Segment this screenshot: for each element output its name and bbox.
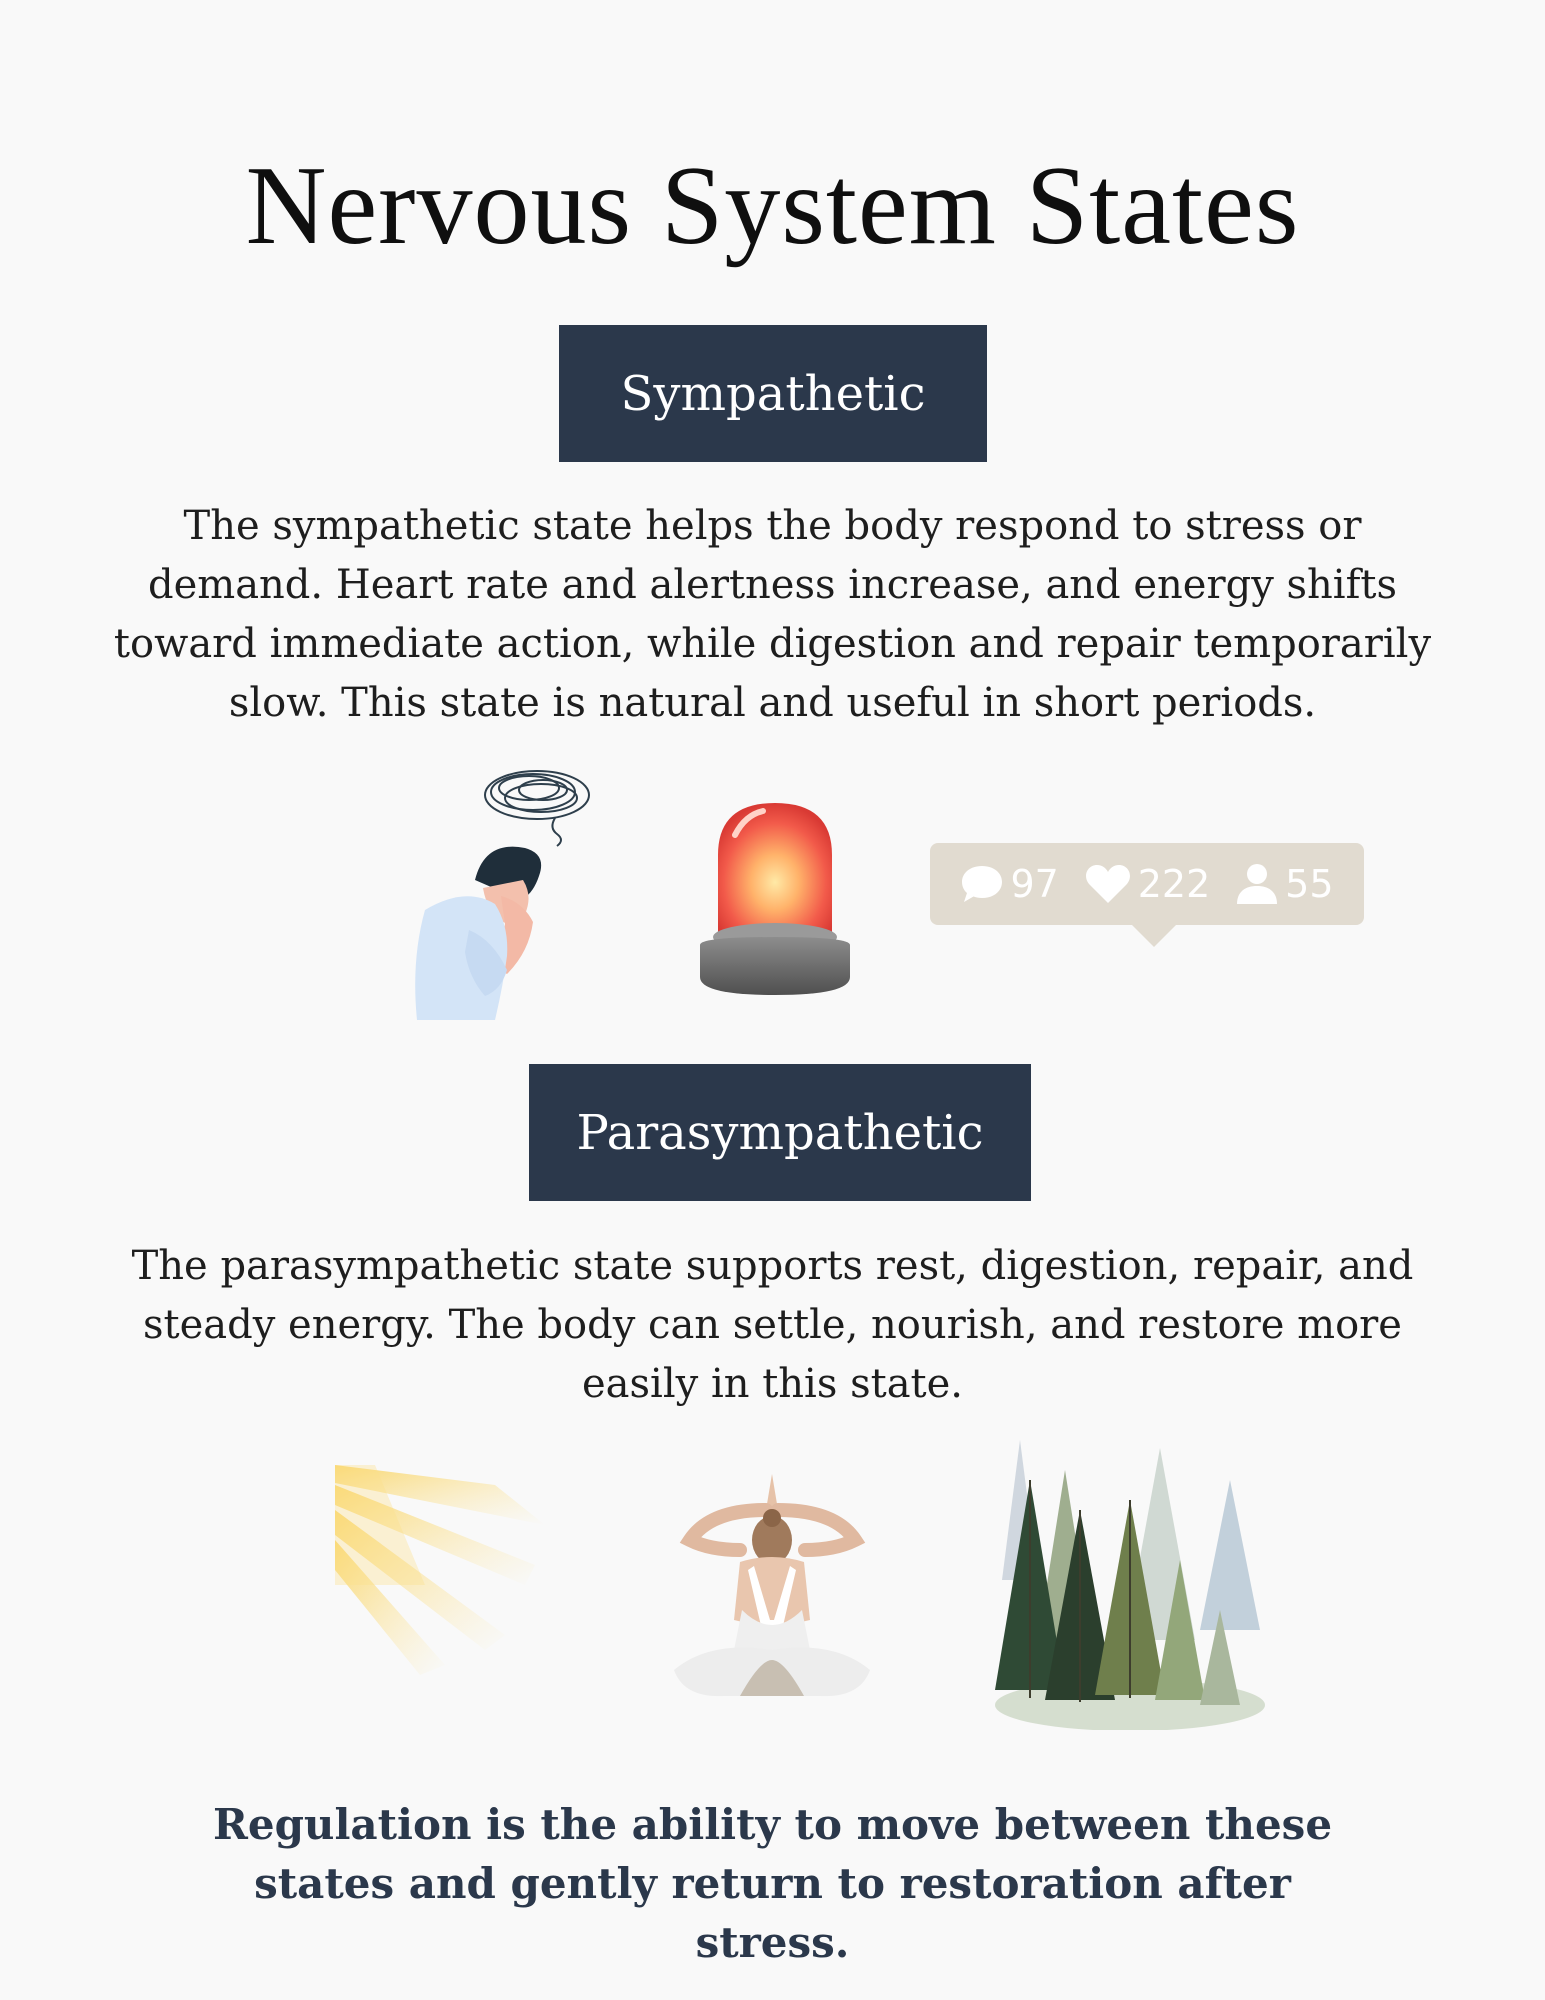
notification-badge-icon: [930, 843, 1364, 925]
comments-count: 97: [960, 862, 1058, 906]
forest-icon: [990, 1440, 1270, 1730]
sympathetic-description: The sympathetic state helps the body respond to stress or demand. Heart rate and alertness increase, and energy shifts toward immediate action, while digestion and repair temporarily slow. This state is natural and useful in short periods.: [113, 503, 1432, 726]
meditation-icon: [670, 1470, 875, 1705]
likes-count: 222: [1084, 862, 1211, 906]
parasympathetic-description: The parasympathetic state supports rest, digestion, repair, and steady energy. The body can settle, nourish, and restore more easily in this state.: [131, 1243, 1414, 1407]
stressed-person-icon: [405, 760, 605, 1025]
parasympathetic-heading: Parasympathetic: [529, 1064, 1031, 1201]
regulation-statement: Regulation is the ability to move between these states and gently return to restoration after stress.: [212, 1800, 1333, 1967]
page-title: Nervous System States: [245, 144, 1300, 268]
user-icon: [1235, 862, 1279, 906]
followers-count: 55: [1235, 862, 1333, 906]
siren-icon: [690, 795, 860, 1005]
sun-rays-icon: [335, 1465, 555, 1680]
comment-icon: [960, 863, 1004, 905]
heart-icon: [1084, 863, 1132, 905]
sympathetic-heading: Sympathetic: [559, 325, 987, 462]
